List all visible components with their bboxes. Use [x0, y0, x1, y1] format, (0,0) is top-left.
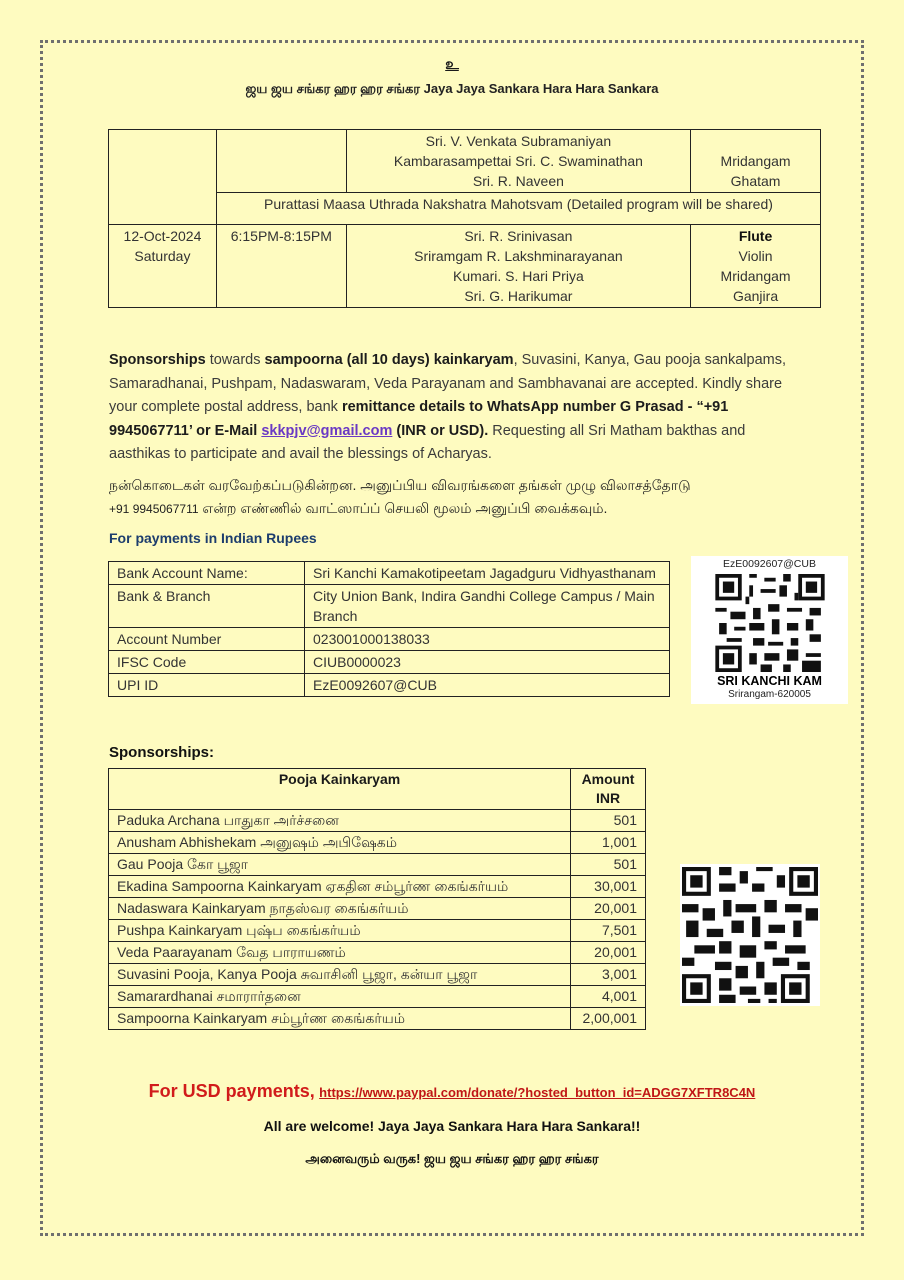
- bank-value: 023001000138033: [305, 628, 670, 651]
- col-header-amount-line2: INR: [595, 790, 621, 806]
- para-bold: Sponsorships: [109, 352, 206, 368]
- tamil-text: என்ற எண்ணில் வாட்ஸாப்ப் செயலி மூலம் அனுப்பி வைக்கவும்.: [198, 500, 608, 516]
- program-banner: Purattasi Maasa Uthrada Nakshatra Mahotsvam (Detailed program will be shared): [216, 193, 820, 225]
- instrument-name: Flute: [738, 228, 773, 244]
- pooja-amount: 30,001: [571, 876, 646, 898]
- pooja-name: Veda Paarayanam வேத பாராயணம்: [109, 942, 571, 964]
- pooja-name: Samarardhanai சமாரார்தனை: [109, 986, 571, 1008]
- instruments-cell: [691, 225, 821, 308]
- email-link[interactable]: skkpjv@gmail.com: [261, 422, 393, 439]
- table-row: [109, 832, 646, 854]
- date-cell-empty: [109, 130, 217, 225]
- sponsorship-paragraph: [109, 349, 799, 467]
- bank-row: [109, 651, 670, 674]
- instrument-name: Ghatam: [730, 173, 781, 189]
- time-cell-empty: [216, 130, 346, 193]
- bank-label: Bank Account Name:: [109, 562, 305, 585]
- pooja-amount: 501: [571, 854, 646, 876]
- bank-value: City Union Bank, Indira Gandhi College Campus / Main Branch: [305, 585, 670, 628]
- pooja-amount: 4,001: [571, 986, 646, 1008]
- bank-value: EzE0092607@CUB: [305, 674, 670, 697]
- usd-label: For USD payments,: [148, 1081, 315, 1101]
- bank-row: [109, 628, 670, 651]
- artists-cell: [346, 130, 690, 193]
- upi-qr-name: SRI KANCHI KAM: [717, 674, 822, 688]
- pooja-amount: 3,001: [571, 964, 646, 986]
- table-row: [109, 854, 646, 876]
- pooja-name: Nadaswara Kainkaryam நாதஸ்வர கைங்கர்யம்: [109, 898, 571, 920]
- time-cell: [216, 225, 346, 308]
- bank-value: Sri Kanchi Kamakotipeetam Jagadguru Vidhyasthanam: [305, 562, 670, 585]
- bank-label: Bank & Branch: [109, 585, 305, 628]
- para-bold: sampoorna (all 10 days) kainkaryam: [264, 352, 514, 368]
- bank-label: Account Number: [109, 628, 305, 651]
- upi-qr-id: EzE0092607@CUB: [723, 558, 816, 570]
- upi-qr-card: [691, 556, 848, 704]
- pooja-name: Pushpa Kainkaryam புஷ்ப கைங்கர்யம்: [109, 920, 571, 942]
- instrument-name: Mridangam: [720, 153, 791, 169]
- pooja-amount: 501: [571, 810, 646, 832]
- artist-name: Sriramgam R. Lakshminarayanan: [414, 248, 623, 264]
- artist-name: Sri. R. Naveen: [472, 173, 564, 189]
- pooja-amount: 1,001: [571, 832, 646, 854]
- pillaiyar-suzhi-symbol: உ: [445, 56, 459, 73]
- bank-row: [109, 674, 670, 697]
- program-row: [109, 130, 821, 193]
- artist-name: Sri. G. Harikumar: [464, 288, 573, 304]
- bank-label: UPI ID: [109, 674, 305, 697]
- sponsorship-header-row: [109, 769, 646, 810]
- artist-name: Sri. V. Venkata Subramaniyan: [425, 133, 612, 149]
- program-table: [108, 129, 821, 308]
- pooja-amount: 7,501: [571, 920, 646, 942]
- para-text: Requesting all Sri Matham bakthas and aasthikas to participate and avail the blessings of Acharyas.: [109, 422, 746, 462]
- upi-qr-location: Srirangam-620005: [728, 689, 811, 700]
- payments-heading: For payments in Indian Rupees: [109, 530, 317, 546]
- usd-payments-line: [0, 1081, 904, 1102]
- artist-name: Kumari. S. Hari Priya: [453, 268, 584, 284]
- bank-details-table: [108, 561, 670, 697]
- page-header: ஜய ஜய சங்கர ஹர ஹர சங்கர Jaya Jaya Sankara Hara Hara Sankara: [245, 81, 659, 96]
- tamil-line: [109, 497, 809, 521]
- bank-row: [109, 562, 670, 585]
- pooja-amount: 20,001: [571, 942, 646, 964]
- table-row: [109, 964, 646, 986]
- table-row: [109, 942, 646, 964]
- table-row: [109, 810, 646, 832]
- pooja-name: Gau Pooja கோ பூஜா: [109, 854, 571, 876]
- sponsorships-heading: Sponsorships:: [109, 744, 215, 761]
- pooja-name: Anusham Abhishekam அனுஷம் அபிஷேகம்: [109, 832, 571, 854]
- paypal-qr-code-icon: [682, 866, 818, 1004]
- pooja-name: Paduka Archana பாதுகா அர்ச்சனை: [109, 810, 571, 832]
- table-row: [109, 876, 646, 898]
- closing-tamil: அனைவரும் வருக! ஜய ஜய சங்கர ஹர ஹர சங்கர: [305, 1151, 599, 1166]
- artist-name: Sri. R. Srinivasan: [464, 228, 573, 244]
- sponsorship-table: [108, 768, 646, 1030]
- date-cell: [109, 225, 217, 308]
- col-header-pooja: Pooja Kainkaryam: [109, 769, 571, 810]
- table-row: [109, 920, 646, 942]
- bank-label: IFSC Code: [109, 651, 305, 674]
- closing-english: All are welcome! Jaya Jaya Sankara Hara Hara Sankara!!: [263, 1118, 641, 1134]
- instruments-cell: [691, 130, 821, 193]
- program-day: Saturday: [134, 248, 191, 264]
- col-header-amount-line1: Amount: [581, 771, 635, 787]
- bank-row: [109, 585, 670, 628]
- phone-number: +91 9945067711: [109, 502, 199, 516]
- tamil-line: நன்கொடைகள் வரவேற்கப்படுகின்றன. அனுப்பிய விவரங்களை தங்கள் முழு விலாசத்தோடு: [109, 477, 691, 493]
- program-time: 6:15PM-8:15PM: [230, 228, 332, 244]
- table-row: [109, 986, 646, 1008]
- artists-cell: [346, 225, 690, 308]
- pooja-name: Sampoorna Kainkaryam சம்பூர்ண கைங்கர்யம்: [109, 1008, 571, 1030]
- pooja-name: Ekadina Sampoorna Kainkaryam ஏகதின சம்பூர்ண கைங்கர்யம்: [109, 876, 571, 898]
- tamil-paragraph: [109, 474, 809, 521]
- artist-name: Kambarasampettai Sri. C. Swaminathan: [393, 153, 643, 169]
- bank-value: CIUB0000023: [305, 651, 670, 674]
- pooja-amount: 20,001: [571, 898, 646, 920]
- col-header-amount: [571, 769, 646, 810]
- instrument-name: Mridangam: [720, 268, 791, 284]
- table-row: [109, 898, 646, 920]
- instrument-name: Ganjira: [732, 288, 779, 304]
- upi-qr-code-icon: [715, 574, 825, 672]
- instrument-name: Violin: [738, 248, 773, 264]
- para-bold: (INR or USD).: [396, 422, 489, 439]
- whatsapp-details: remittance details to WhatsApp number G Prasad - “+91 9945067711’ or E-Mail: [109, 399, 729, 439]
- para-text: towards: [205, 352, 265, 368]
- pooja-name: Suvasini Pooja, Kanya Pooja சுவாசினி பூஜா, கன்யா பூஜா: [109, 964, 571, 986]
- paypal-link[interactable]: https://www.paypal.com/donate/?hosted_button_id=ADGG7XFTR8C4N: [319, 1085, 756, 1100]
- program-date: 12-Oct-2024: [123, 228, 202, 244]
- para-text: , Suvasini, Kanya, Gau pooja sankalpams, Samaradhanai, Pushpam, Nadaswaram, Veda Parayanam and Sambhavanai are accepted. Kindly share your complete postal address, bank: [109, 352, 787, 415]
- program-row: [109, 225, 821, 308]
- pooja-amount: 2,00,001: [571, 1008, 646, 1030]
- paypal-qr-card: [680, 864, 820, 1006]
- table-row: [109, 1008, 646, 1030]
